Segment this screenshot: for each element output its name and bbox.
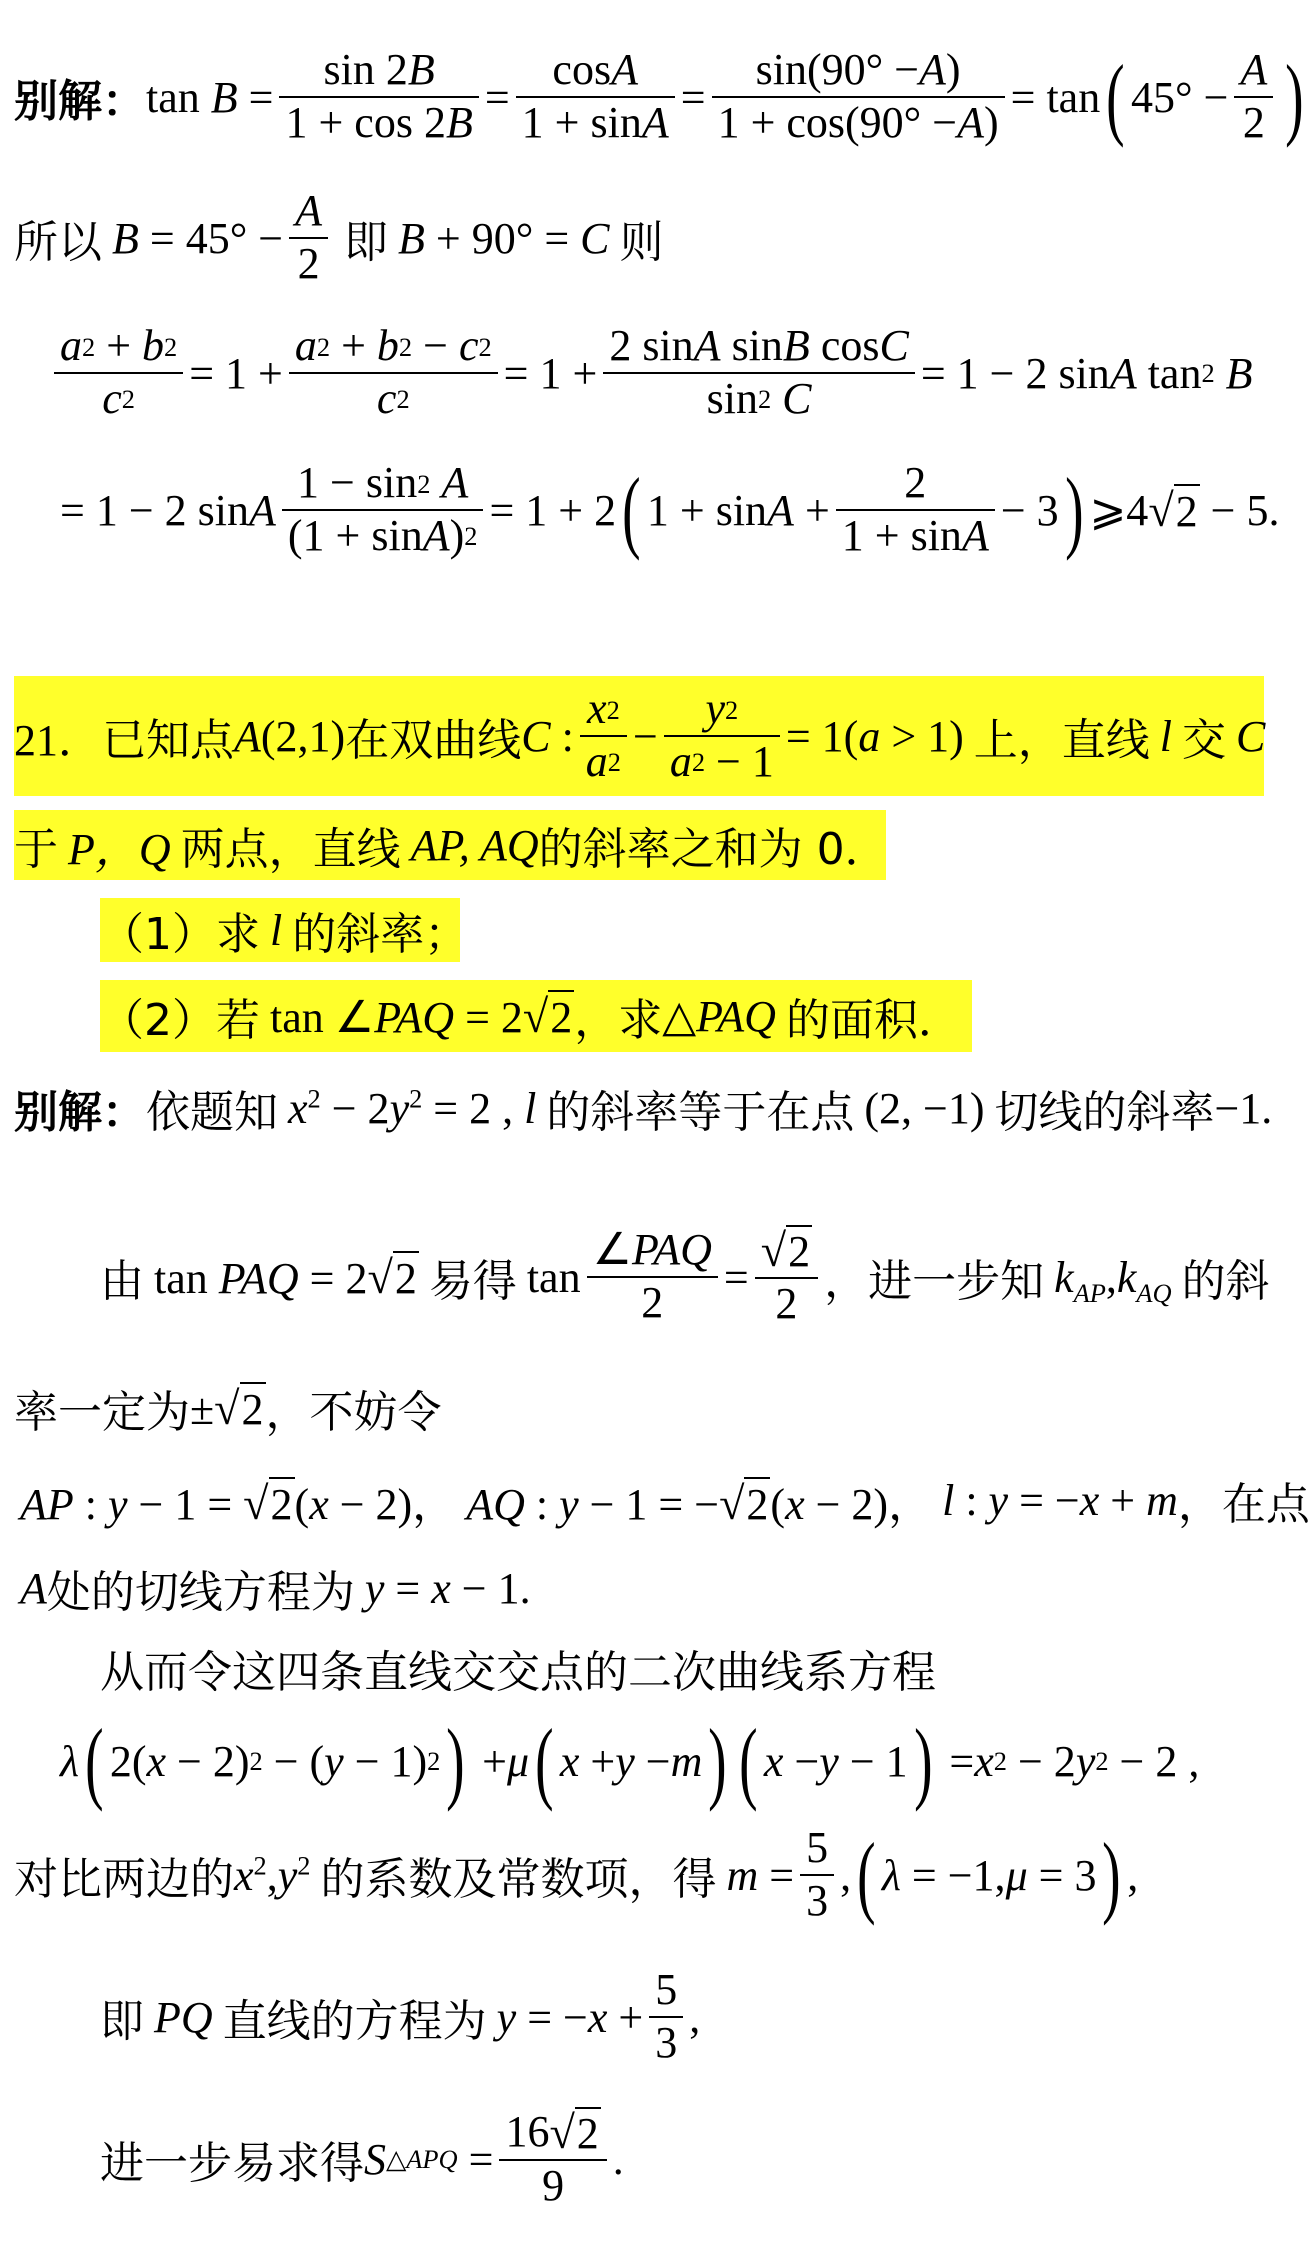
- part1-l: l: [270, 905, 283, 955]
- eq-C-value: B + 90° = C: [398, 213, 610, 263]
- part1-tail: 的斜率；: [292, 909, 469, 960]
- ze-label: 则: [619, 217, 664, 268]
- problem-text-f: 两点，直线: [180, 824, 401, 875]
- sol5-tangent: y = x − 1.: [364, 1563, 531, 1613]
- eq-bound: = 1 − 2 sin A 1 − sin 2 A (1 + sin A ) 2 = 1 + 2 ( 1 + sin A + 2 1 + sin A − 3 ) ⩾4 √ 2 − 5.: [60, 458, 1280, 561]
- part1-text: 求: [216, 909, 260, 960]
- eq-tanB-line: [14, 42, 1310, 152]
- solution-line2: [100, 1222, 1270, 1332]
- sol2-text-d: 的斜: [1181, 1256, 1270, 1307]
- solution-line10: [100, 2104, 624, 2214]
- sol9-PQ: PQ: [154, 1992, 213, 2042]
- solution-line5: [20, 1552, 531, 1624]
- sol9-text-a: 即: [100, 1996, 144, 2047]
- sol4-l: l : y = −x + m: [942, 1475, 1178, 1525]
- curve-C: C: [1236, 711, 1266, 761]
- sol3-text-a: 率一定为: [14, 1387, 190, 1438]
- solution-line8: [14, 1820, 1138, 1930]
- sol8-result: m = $\frac{5}{3}$ , ( λ = −1, μ = 3 ) ,: [726, 1823, 1139, 1926]
- so-label: 所以: [14, 217, 102, 268]
- sol1-point: (2, −1): [864, 1083, 985, 1133]
- problem-line1: [14, 680, 1265, 792]
- sol10-area: S △APQ = 16 √ 2 9 .: [364, 2107, 624, 2211]
- sol2-half-tan: tan ∠ PAQ 2 = √ 2 2: [527, 1224, 824, 1330]
- solution-line4: [20, 1460, 1310, 1540]
- sol2-slopes: $k_{AP},k_{AQ}$: [1054, 1252, 1172, 1308]
- eq-tanB: tan B = sin 2 B 1 + cos 2 B = cos A 1 + sin A = sin(90° − A ) 1 + cos(90° − A ) = tan ( 45° − $\frac{A}{2}$ ): [146, 45, 1304, 148]
- solution-line7: [60, 1709, 1200, 1812]
- sol1-eq: $x^2 - 2y^2 = 2$ , l: [288, 1082, 537, 1133]
- sol2-tan: tan PAQ = 2 √ 2: [154, 1251, 417, 1303]
- sol4-AQ: AQ : y − 1 = − √ 2 (x − 2)，: [466, 1478, 933, 1529]
- part1-line: [100, 900, 468, 960]
- sol6-text: 从而令这四条直线交交点的二次曲线系方程: [100, 1647, 936, 1698]
- sol9-eq: y = − x + $\frac{5}{3}$ ,: [496, 1965, 701, 2067]
- alt-solution-label: 别解：: [14, 76, 146, 127]
- alt-solution-label-2: 别解：: [14, 1087, 146, 1138]
- line-l: l: [1159, 711, 1173, 761]
- problem-number: 21．: [14, 716, 102, 765]
- points-PQ: P，Q: [68, 825, 171, 874]
- sol4-text-c: ，在点: [1177, 1479, 1310, 1530]
- sol1-slope: −1.: [1214, 1083, 1273, 1133]
- sol2-text-b: 易得: [428, 1256, 517, 1307]
- sol7-eq: λ ( 2( x − 2) 2 − ( y − 1) 2 ) + μ ( x + y − m ) ( x − y − 1 ) = x 2 − 2 y 2 − 2 ,: [60, 1709, 1200, 1812]
- sol8-vars: $x^2,y^2$: [234, 1849, 311, 1900]
- part2-tail: 的面积．: [785, 995, 962, 1046]
- point-A: A(2,1): [234, 711, 346, 761]
- solution-line3: [14, 1372, 442, 1444]
- sol3-value: ± √ 2: [190, 1382, 264, 1434]
- sol10-text-a: 进一步易求得: [100, 2138, 364, 2189]
- sol8-text-a: 对比两边的: [14, 1854, 234, 1905]
- eq-B-relation-line: [14, 188, 664, 288]
- sol8-text-b: 的系数及常数项，得: [320, 1854, 717, 1905]
- problem-text-b: 在双曲线: [345, 715, 522, 766]
- sol1-text-c: 切线的斜率: [994, 1087, 1215, 1138]
- sol1-text-a: 依题知: [146, 1087, 278, 1138]
- problem-line2: [14, 812, 889, 878]
- part2-number: （2）: [100, 995, 216, 1046]
- sol5-text-a: 处的切线方程为: [46, 1567, 355, 1618]
- eq-B-value: B = 45° − $\frac{A}{2}$: [112, 186, 334, 289]
- problem-text-d: 交: [1182, 715, 1227, 766]
- solution-line6: [100, 1632, 936, 1704]
- part2-line: [100, 984, 962, 1048]
- eq-bound-line: [60, 450, 1280, 570]
- sol9-text-b: 直线的方程为: [222, 1996, 487, 2047]
- problem-text-a: 已知点: [102, 715, 234, 766]
- part2-mid: ，求: [574, 995, 663, 1046]
- problem-text-e: 于: [14, 824, 58, 875]
- sol4-AP: AP : y − 1 = √ 2 (x − 2)，: [20, 1478, 457, 1529]
- eq-ratio: a 2 + b 2 c 2 = 1 + a 2 + b 2 − c 2 c 2 = 1 + 2 sin A sin B cos C sin 2 C = 1 − 2 sin A tan 2 B: [48, 321, 1253, 424]
- sol5-A: A: [20, 1563, 47, 1613]
- sol1-text-b: 的斜率等于在点: [546, 1087, 855, 1138]
- problem-text-c: 上，直线: [973, 715, 1150, 766]
- sol2-text-c: ，进一步知: [824, 1256, 1045, 1307]
- solution-line1: [14, 1072, 1272, 1144]
- part2-text: 若: [216, 995, 260, 1046]
- problem-text-g: 的斜率之和为 0．: [538, 824, 889, 875]
- ji-label: 即: [344, 217, 389, 268]
- lines-AP-AQ: AP, AQ: [410, 820, 539, 870]
- part2-condition: tan ∠PAQ = 2 √ 2: [270, 990, 573, 1042]
- part2-triangle: △PAQ: [662, 991, 776, 1041]
- hyperbola-eq: C : x 2 a 2 − y 2 a 2 − 1 = 1( a > 1): [521, 684, 964, 786]
- sol2-text-a: 由: [100, 1256, 144, 1307]
- part1-number: （1）: [100, 909, 216, 960]
- solution-line9: [100, 1962, 700, 2072]
- sol3-text-b: ，不妨令: [265, 1387, 442, 1438]
- eq-ratio-line: [48, 318, 1253, 428]
